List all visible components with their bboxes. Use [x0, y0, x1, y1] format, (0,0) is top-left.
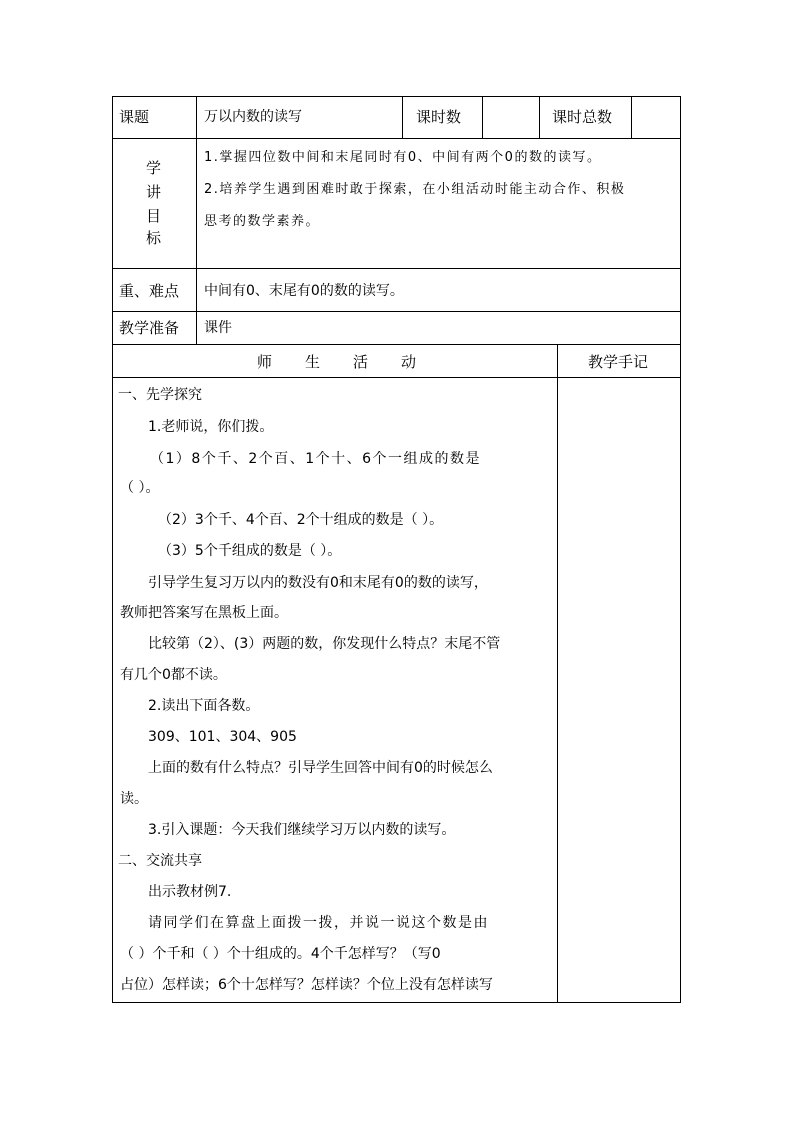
section-2-para-2-line-1: 请同学们在算盘上面拨一拨，并说一说这个数是由 — [148, 915, 489, 931]
section-2-title: 二、交流共享 — [118, 853, 202, 869]
table-border-right — [680, 96, 681, 1003]
section-2-para-2-line-2: （ ）个千和（ ）个十组成的。4个千怎样写？（写0 — [120, 946, 441, 962]
activity-header-char-4: 动 — [401, 353, 417, 371]
activity-header-char-3: 活 — [353, 353, 369, 371]
table-border-col5 — [539, 96, 540, 138]
section-1-para-4: 2.读出下面各数。 — [148, 698, 260, 714]
table-border-row1 — [112, 138, 681, 139]
section-1-para-2-line-2: 教师把答案写在黑板上面。 — [120, 605, 288, 621]
activity-header-char-2: 生 — [305, 353, 321, 371]
table-border-left — [112, 96, 113, 1003]
objectives-label-2: 讲 — [146, 183, 162, 201]
notes-header: 教学手记 — [588, 353, 649, 371]
section-1-para-5-line-1: 上面的数有什么特点？引导学生回答中间有0的时候怎么 — [148, 760, 493, 776]
objectives-label-1: 学 — [146, 159, 162, 177]
table-border-top — [112, 96, 681, 97]
section-1-para-6: 3.引入课题：今天我们继续学习万以内数的读写。 — [148, 822, 456, 838]
table-border-row2 — [112, 268, 681, 269]
question-2: （2）3个千、4个百、2个十组成的数是（ ）。 — [158, 512, 444, 528]
table-border-row3 — [112, 311, 681, 312]
difficulty-label: 重、难点 — [119, 282, 180, 300]
section-1-para-3-line-1: 比较第（2）、(3）两题的数，你发现什么特点？末尾不管 — [148, 636, 501, 652]
objectives-label-4: 标 — [146, 229, 162, 247]
section-1-para-5-line-2: 读。 — [120, 791, 148, 807]
preparation-value: 课件 — [204, 320, 232, 336]
question-3: （3）5个千组成的数是（ ）。 — [158, 543, 342, 559]
section-1-para-1: 1.老师说，你们拨。 — [148, 419, 274, 435]
section-2-para-1: 出示教材例7. — [148, 884, 232, 900]
objective-item-1: 1.掌握四位数中间和末尾同时有0、中间有两个0的数的读写。 — [204, 150, 602, 165]
topic-value: 万以内数的读写 — [204, 109, 302, 125]
question-1-line-2: （ ）。 — [120, 480, 160, 496]
numbers-to-read: 309、101、304、905 — [148, 729, 297, 745]
difficulty-value: 中间有0、末尾有0的数的读写。 — [204, 283, 404, 299]
table-border-col6 — [631, 96, 632, 138]
table-border-label-col — [196, 96, 197, 344]
table-border-col4 — [482, 96, 483, 138]
section-1-para-2-line-1: 引导学生复习万以内的数没有0和末尾有0的数的读写， — [148, 575, 488, 591]
objective-item-2: 2.培养学生遇到困难时敢于探索，在小组活动时能主动合作、积极 — [204, 182, 626, 197]
table-border-row5 — [112, 377, 681, 378]
section-2-para-2-line-3: 占位）怎样读；6个十怎样写？怎样读？个位上没有怎样读写 — [120, 977, 493, 993]
topic-label: 课题 — [119, 108, 150, 126]
section-1-para-3-line-2: 有几个0都不读。 — [120, 667, 227, 683]
objective-item-3: 思考的数学素养。 — [204, 214, 321, 229]
objectives-label-3: 目 — [146, 207, 162, 225]
table-border-notes-col — [557, 344, 558, 1003]
table-border-bottom — [112, 1002, 681, 1003]
table-border-row4 — [112, 344, 681, 345]
question-1-line-1: （1）8个千、2个百、1个十、6个一组成的数是 — [150, 451, 482, 467]
period-label: 课时数 — [416, 108, 462, 126]
total-periods-label: 课时总数 — [552, 108, 613, 126]
activity-header-char-1: 师 — [257, 353, 273, 371]
preparation-label: 教学准备 — [119, 319, 180, 337]
section-1-title: 一、先学探究 — [118, 387, 202, 403]
table-border-col3 — [402, 96, 403, 138]
